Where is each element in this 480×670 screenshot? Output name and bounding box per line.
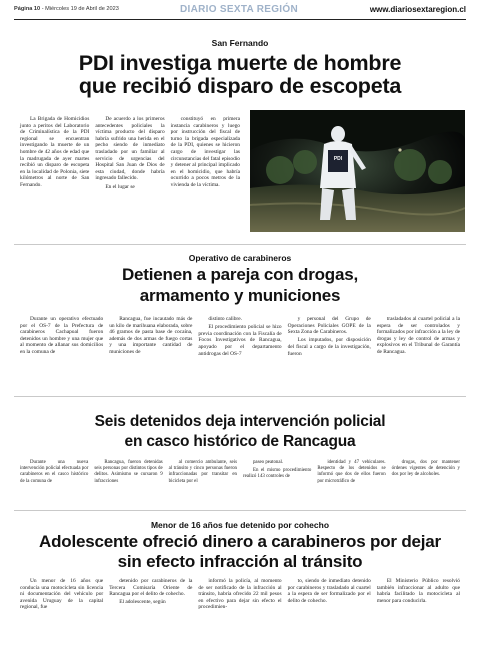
article4-col3-text: informó la policía, al momento de ser notificado de la infracción al tránsito, habría ofrecido 22 mil pesos en efectivo para dejar sin efecto el procedimien- bbox=[198, 578, 282, 611]
article4-col3 bbox=[198, 578, 281, 664]
article1-headline-line1: PDI investiga muerte de hombre bbox=[78, 51, 402, 75]
article2-col1-text: Durante un operativo efectuado por el OS-7 de la Prefectura de carabineros Cachapoal fueron detenidos un hombre y una mujer que al momento de allanar sus domicilios en la comuna de bbox=[20, 316, 104, 355]
article2-headline bbox=[14, 264, 466, 306]
article3-headline-line1: Seis detenidos deja intervención policial bbox=[94, 413, 386, 430]
article1-col2 bbox=[95, 116, 164, 254]
article2-col3-text2: El procedimiento policial se hizo previa coordinación con la Fiscalía de Focos Investigativos de Rancagua, apoyado por el departamento antidrogas del OS-7 bbox=[198, 324, 282, 357]
article4-col1-text: Un menor de 16 años que conducía una motocicleta sin licencia ni documentación del vehículo por avenida Uruguay de la capital regional, fue bbox=[20, 578, 104, 611]
website-link[interactable]: www.diariosextaregion.cl bbox=[369, 5, 466, 14]
article4-headline bbox=[14, 532, 466, 572]
article1-headline-line2: que recibió disparo de escopeta bbox=[78, 74, 402, 98]
article3-col4-text: paseo peatonal. bbox=[252, 460, 284, 465]
article1-kicker: San Fernando bbox=[211, 38, 269, 48]
article2-headline-line2: armamento y municiones bbox=[139, 286, 341, 305]
article4-col2-text2: El adolescente, según bbox=[119, 599, 166, 606]
article4-col4 bbox=[288, 578, 371, 664]
article4-col4-text: to, siendo de inmediato detenido por carabineros y trasladado al cuartel a la espera de ser formalizado por el delito de cohecho. bbox=[287, 578, 371, 604]
article4-col2 bbox=[109, 578, 192, 664]
page-header bbox=[14, 4, 466, 20]
article3-col4-text2: En el mismo procedimiento realizó 143 controles de bbox=[242, 467, 312, 479]
page-number: Página 10 bbox=[14, 6, 41, 12]
article2-col4 bbox=[288, 316, 371, 382]
crime-scene-photo bbox=[250, 110, 465, 232]
article3-col1 bbox=[20, 460, 88, 510]
article4-col5 bbox=[377, 578, 460, 664]
newspaper-name: DIARIO SEXTA REGIÓN bbox=[180, 4, 298, 15]
article1-body bbox=[20, 116, 240, 254]
article2-col2 bbox=[109, 316, 192, 382]
article3-headline-line2: en casco histórico de Rancagua bbox=[124, 433, 356, 450]
article2-headline-line1: Detienen a pareja con drogas, bbox=[121, 265, 359, 284]
section-divider-3 bbox=[14, 510, 466, 511]
article4-col1 bbox=[20, 578, 103, 664]
article3-col1-text: Durante una nueva intervención policial efectuada por carabineros en el casco histórico de la comuna de bbox=[20, 460, 89, 484]
article1-col1-text: La Brigada de Homicidios junto a peritos del Laboratorio de Criminalística de la PDI regional se encuentran investigando la muerte de un hombre de 42 años de edad que la madrugada de ayer martes recibió un disparo de escopeta en la localidad de Polonia, siete kilómetros al norte de San Fernando. bbox=[20, 116, 90, 188]
article3-col3-text: al comercio ambulante, seis al tránsito y cinco personas fueron infraccionadas por transitar en bicicleta por el bbox=[168, 460, 237, 484]
article3-headline bbox=[14, 412, 466, 452]
article2-col3 bbox=[198, 316, 281, 382]
vest-label: PDI bbox=[333, 156, 343, 162]
article2-col4-text: y personal del Grupo de Operaciones Policiales GOPE de la Sexta Zona de Carabineros. bbox=[287, 316, 371, 336]
article2-kicker: Operativo de carabineros bbox=[188, 253, 292, 263]
article3-col6 bbox=[392, 460, 460, 510]
article3-body bbox=[20, 460, 460, 510]
article2-col5-text: trasladados al cuartel policial a la espera de ser controlados y formalizados por infracción a la ley de drogas y ley de control de armas y explosivos en el Tribunal de Garantía de Rancagua. bbox=[376, 316, 461, 355]
section-divider bbox=[14, 244, 466, 245]
article4-headline-line2: sin efecto infracción al tránsito bbox=[117, 552, 363, 571]
article3-col6-text: drogas, dos por mantener órdenes vigentes de detención y dos por ley de alcoholes. bbox=[391, 460, 460, 478]
article1-col1 bbox=[20, 116, 89, 254]
article4-col2-text: detenido por carabineros de la Tercera Comisaría Oriente de Rancagua por el delito de cohecho. bbox=[109, 578, 193, 598]
article4-col5-text: El Ministerio Público resolvió también infraccionar al adulto que habría facilitado la motocicleta al menor para conducirla. bbox=[376, 578, 461, 604]
article3-col5 bbox=[317, 460, 385, 510]
article2-col5 bbox=[377, 316, 460, 382]
article3-col4 bbox=[243, 460, 311, 510]
article2-col1 bbox=[20, 316, 103, 382]
article4-body bbox=[20, 578, 460, 664]
article1-col3 bbox=[171, 116, 240, 254]
article2-col3-text: distinto calibre. bbox=[208, 316, 242, 322]
article2-body bbox=[20, 316, 460, 382]
article2-col2-text: Rancagua, fue incautado más de un kilo de marihuana elaborada, sobre 46 gramos de pasta base de cocaína, además de dos armas de fuego cortas y una importante cantidad de municiones de bbox=[109, 316, 193, 355]
article1-col2-text2: En el lugar se bbox=[105, 183, 135, 190]
article3-col5-text: identidad y 47 vehiculares. Respecto de los detenidos se informó que dos de ellos fueron por microtráfico de bbox=[317, 460, 386, 484]
article3-col3 bbox=[169, 460, 237, 510]
issue-date: - Miércoles 19 de Abril de 2023 bbox=[41, 6, 119, 12]
article1-col3-text: constituyó en primera instancia carabineros y luego por instrucción del fiscal de turno la brigada especializada de la PDI, quienes se hicieron cargo de investigar las circunstancias del fatal episodio y detener al principal implicado en el homicidio, que habría ocurrido a pocos metros de la vivienda de la víctima. bbox=[170, 116, 240, 188]
article1-headline bbox=[14, 52, 466, 98]
article1-col2-text: De acuerdo a los primeros antecedentes policiales la víctima producto del disparo habría sufrido una herida en el pecho siendo de inmediato trasladado por un familiar al servicio de urgencias del Hospital San Juan de Dios de esta ciudad, donde habría ingresado fallecido. bbox=[95, 116, 165, 182]
article4-headline-line1: Adolescente ofreció dinero a carabineros por dejar bbox=[39, 532, 441, 551]
article3-col2 bbox=[94, 460, 162, 510]
section-divider-2 bbox=[14, 396, 466, 397]
page-info bbox=[14, 6, 119, 12]
article2-col4-text2: Los imputados, por disposición del fiscal a cargo de la investigación, fueron bbox=[287, 337, 371, 357]
article3-col2-text: Rancagua, fueron detenidas seis personas por distintos tipos de delitos. Asimismo se cursaron 9 infracciones bbox=[94, 460, 163, 484]
article4-kicker: Menor de 16 años fue detenido por cohecho bbox=[150, 520, 330, 530]
crime-scene-illustration bbox=[250, 110, 465, 232]
